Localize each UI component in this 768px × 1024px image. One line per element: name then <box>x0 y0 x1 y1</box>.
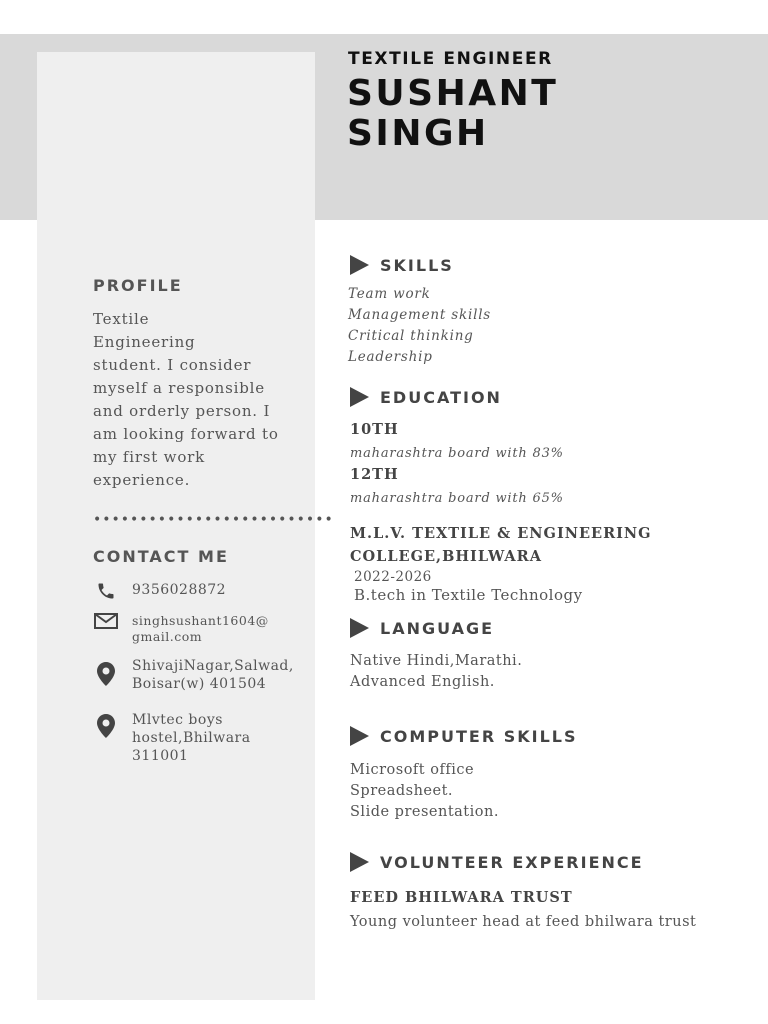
education-section-heading <box>350 386 502 408</box>
address-line: hostel,Bhilwara <box>132 730 251 746</box>
computer-skill-item: Spreadsheet. <box>350 783 454 799</box>
college-name <box>350 522 660 568</box>
volunteer-role: Young volunteer head at feed bhilwara trust <box>350 914 697 930</box>
education-years: 2022-2026 <box>354 569 432 585</box>
address-home <box>132 657 302 693</box>
name-last: SINGH <box>347 113 489 154</box>
computer-skill-item: Slide presentation. <box>350 804 499 820</box>
job-title: TEXTILE ENGINEER <box>348 49 553 69</box>
college-line: COLLEGE,BHILWARA <box>350 548 542 565</box>
computer-skills-section-heading <box>350 725 578 747</box>
profile-heading: PROFILE <box>93 276 183 295</box>
phone-icon <box>95 581 117 603</box>
section-label: LANGUAGE <box>380 618 495 638</box>
education-10th: 10TH <box>350 421 399 438</box>
skill-item: Management skills <box>348 307 492 323</box>
volunteer-organization: FEED BHILWARA TRUST <box>350 889 573 906</box>
volunteer-section-heading <box>350 851 644 873</box>
phone-number: 9356028872 <box>132 582 227 598</box>
divider: •••••••••••••••••••••••••• <box>93 512 334 528</box>
language-item: Advanced English. <box>350 674 495 690</box>
mail-icon <box>95 613 117 635</box>
address-line: Boisar(w) 401504 <box>132 676 267 692</box>
triangle-bullet-icon <box>350 255 369 275</box>
email-line: singhsushant1604@ <box>132 613 269 628</box>
triangle-bullet-icon <box>350 852 369 872</box>
language-list <box>350 651 522 693</box>
section-label: VOLUNTEER EXPERIENCE <box>380 852 644 872</box>
skills-list <box>348 284 491 368</box>
location-pin-icon <box>95 714 117 736</box>
contact-heading: CONTACT ME <box>93 547 229 566</box>
triangle-bullet-icon <box>350 618 369 638</box>
address-hostel <box>132 711 302 765</box>
name-first: SUSHANT <box>347 73 559 114</box>
skill-item: Critical thinking <box>348 328 474 344</box>
address-line: ShivajiNagar,Salwad, <box>132 658 294 674</box>
skill-item: Leadership <box>348 349 433 365</box>
location-pin-icon <box>95 662 117 684</box>
section-label: COMPUTER SKILLS <box>380 726 578 746</box>
language-section-heading <box>350 617 494 639</box>
education-degree: B.tech in Textile Technology <box>354 586 583 604</box>
language-item: Native Hindi,Marathi. <box>350 653 523 669</box>
email-address <box>132 613 302 645</box>
skills-section-heading <box>350 254 454 276</box>
computer-skill-item: Microsoft office <box>350 762 475 778</box>
address-line: 311001 <box>132 748 189 764</box>
email-line: gmail.com <box>132 629 203 644</box>
address-line: Mlvtec boys <box>132 712 223 728</box>
triangle-bullet-icon <box>350 726 369 746</box>
education-12th: 12TH <box>350 466 399 483</box>
education-10th-detail: maharashtra board with 83% <box>350 446 564 461</box>
profile-text: Textile Engineering student. I consider myself a responsible and orderly person. I am looking forward to my first work experience. <box>93 310 279 489</box>
section-label: EDUCATION <box>380 387 502 407</box>
skill-item: Team work <box>348 286 431 302</box>
triangle-bullet-icon <box>350 387 369 407</box>
college-line: M.L.V. TEXTILE & ENGINEERING <box>350 525 652 542</box>
education-12th-detail: maharashtra board with 65% <box>350 491 564 506</box>
section-label: SKILLS <box>380 255 454 275</box>
candidate-name <box>347 74 727 154</box>
computer-skills-list <box>350 760 499 823</box>
